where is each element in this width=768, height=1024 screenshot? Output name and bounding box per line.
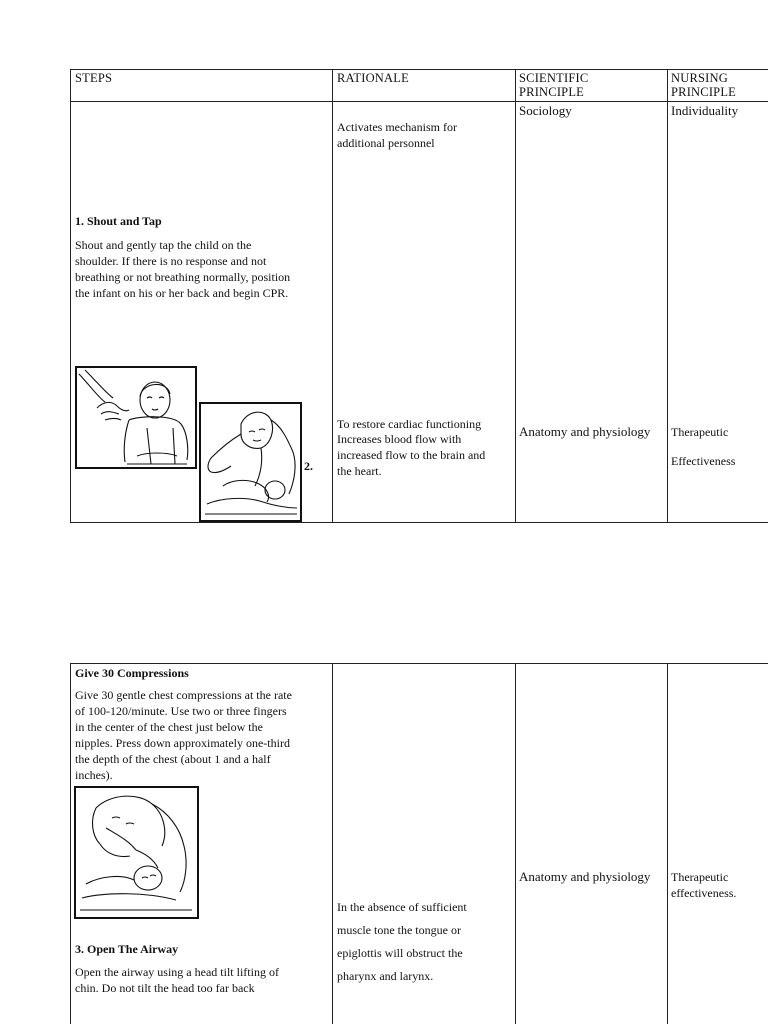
nursing-principle-3-line1: Therapeutic — [671, 870, 729, 884]
step-compressions-line5: the depth of the chest (about 1 and a half — [75, 752, 271, 766]
header-steps: STEPS — [75, 71, 113, 85]
step-compressions-line3: in the center of the chest just below the — [75, 720, 263, 734]
step-compressions-line6: inches). — [75, 768, 113, 782]
nursing-principle-2-line2: Effectiveness — [671, 454, 736, 468]
rationale-2-line4: the heart. — [337, 464, 382, 478]
rationale-1-line1: Activates mechanism for — [337, 120, 457, 134]
step-2-marker: 2. — [304, 459, 313, 473]
scientific-principle-3: Anatomy and physiology — [519, 869, 651, 884]
rationale-airway-line4: pharynx and larynx. — [337, 969, 434, 983]
step-1-line3: breathing or not breathing normally, position — [75, 270, 291, 284]
nursing-principle-1: Individuality — [671, 103, 739, 118]
header-rationale: RATIONALE — [337, 71, 409, 85]
header-scientific-line2: PRINCIPLE — [519, 85, 585, 99]
step-1-line2: shoulder. If there is no response and not — [75, 254, 267, 268]
tap-child-illustration — [75, 366, 197, 469]
step-1-title: 1. Shout and Tap — [75, 214, 162, 228]
nursing-principle-3-line2: effectiveness. — [671, 886, 737, 900]
step-compressions-line1: Give 30 gentle chest compressions at the rate — [75, 688, 292, 702]
scientific-principle-2: Anatomy and physiology — [519, 424, 651, 439]
step-compressions-title: Give 30 Compressions — [75, 666, 189, 680]
step-3-title: 3. Open The Airway — [75, 942, 179, 956]
scientific-principle-1: Sociology — [519, 103, 572, 118]
rationale-airway-line2: muscle tone the tongue or — [337, 923, 461, 937]
compressions-illustration — [199, 402, 302, 522]
step-1-line1: Shout and gently tap the child on the — [75, 238, 252, 252]
rationale-airway-line3: epiglottis will obstruct the — [337, 946, 463, 960]
airway-illustration — [74, 786, 199, 919]
step-1-line4: the infant on his or her back and begin CPR. — [75, 286, 289, 300]
step-3-line1: Open the airway using a head tilt lifting of — [75, 965, 279, 979]
header-nursing-line2: PRINCIPLE — [671, 85, 737, 99]
rationale-2-line3: increased flow to the brain and — [337, 448, 486, 462]
rationale-1-line2: additional personnel — [337, 136, 435, 150]
step-compressions-line2: of 100-120/minute. Use two or three fingers — [75, 704, 287, 718]
header-nursing-line1: NURSING — [671, 71, 728, 85]
step-compressions-line4: nipples. Press down approximately one-third — [75, 736, 290, 750]
rationale-2-line1: To restore cardiac functioning — [337, 417, 482, 431]
header-scientific-line1: SCIENTIFIC — [519, 71, 589, 85]
step-3-line2: chin. Do not tilt the head too far back — [75, 981, 255, 995]
nursing-principle-2-line1: Therapeutic — [671, 425, 729, 439]
rationale-airway-line1: In the absence of sufficient — [337, 900, 467, 914]
rationale-2-line2: Increases blood flow with — [337, 432, 462, 446]
